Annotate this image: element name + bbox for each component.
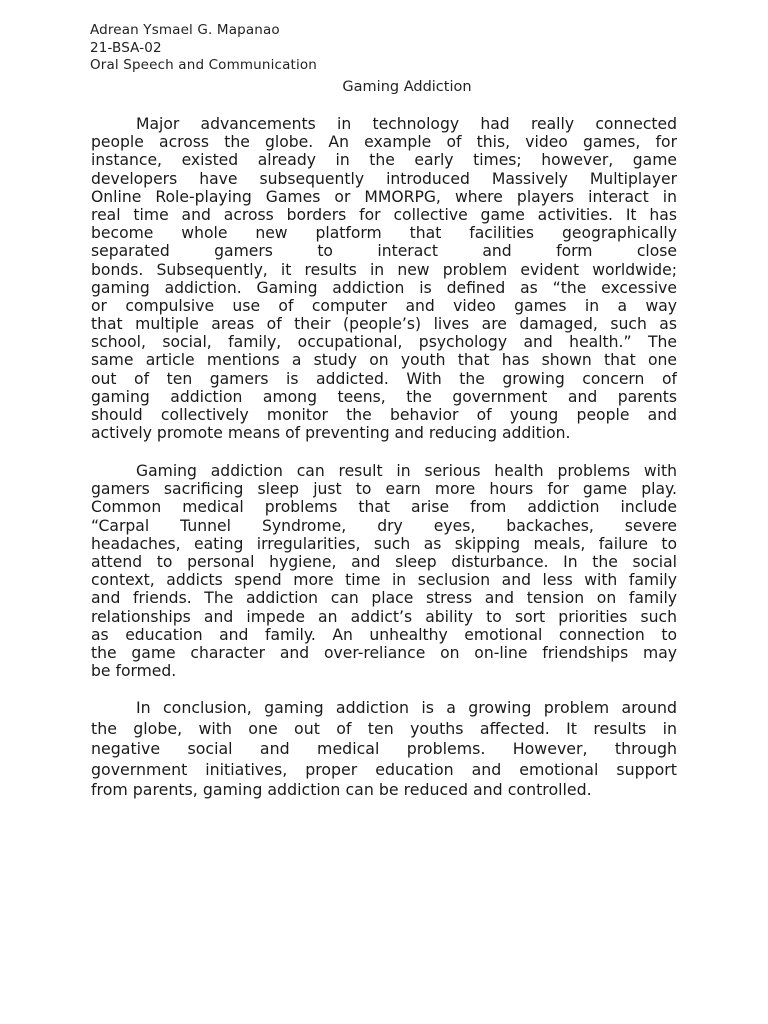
paragraph-line: Gaming addiction can result in serious health problems with bbox=[136, 462, 677, 480]
paragraph-line: headaches, eating irregularities, such as skipping meals, failure to bbox=[91, 534, 677, 553]
paragraph-line: the game character and over-reliance on on-line friendships may bbox=[91, 643, 677, 662]
paragraph-line: bonds. Subsequently, it results in new problem evident worldwide; bbox=[91, 260, 677, 279]
paragraph-1 bbox=[91, 115, 677, 442]
paragraph-line: developers have subsequently introduced Massively Multiplayer bbox=[91, 169, 677, 188]
paragraph-line: people across the globe. An example of this, video games, for bbox=[91, 133, 677, 152]
paragraph-line: gaming addiction among teens, the government and parents bbox=[91, 387, 677, 406]
paragraph-line: should collectively monitor the behavior of young people and bbox=[91, 406, 677, 424]
paragraph-line: or compulsive use of computer and video games in a way bbox=[91, 296, 677, 315]
paragraph-line: same article mentions a study on youth that has shown that one bbox=[91, 351, 677, 370]
paragraph-line: actively promote means of preventing and reducing addition. bbox=[91, 424, 571, 443]
paragraph-line: out of ten gamers is addicted. With the growing concern of bbox=[91, 369, 677, 388]
document-header bbox=[90, 22, 690, 75]
paragraph-line: school, social, family, occupational, psychology and health.” The bbox=[91, 333, 677, 352]
paragraph-line: separated gamers to interact and form close bbox=[91, 242, 677, 261]
paragraph-line: Common medical problems that arise from addiction include bbox=[91, 498, 677, 517]
paragraph-line: context, addicts spend more time in seclusion and less with family bbox=[91, 571, 677, 590]
paragraph-line: instance, existed already in the early times; however, game bbox=[91, 151, 677, 170]
paragraph-line: Online Role-playing Games or MMORPG, where players interact in bbox=[91, 187, 677, 206]
paragraph-line: “Carpal Tunnel Syndrome, dry eyes, backaches, severe bbox=[91, 516, 677, 535]
course-name: Oral Speech and Communication bbox=[90, 57, 317, 73]
paragraph-3 bbox=[91, 698, 677, 801]
paragraph-2 bbox=[91, 462, 677, 680]
paragraph-line: gaming addiction. Gaming addiction is defined as “the excessive bbox=[91, 278, 677, 297]
class-section: 21-BSA-02 bbox=[90, 39, 162, 56]
paragraph-line: as education and family. An unhealthy emotional connection to bbox=[91, 625, 677, 644]
paragraph-line: gamers sacrificing sleep just to earn more hours for game play. bbox=[91, 480, 677, 499]
paragraph-line: that multiple areas of their (people’s) lives are damaged, such as bbox=[91, 315, 677, 334]
paragraph-line: In conclusion, gaming addiction is a growing problem around bbox=[136, 698, 677, 717]
paragraph-line: relationships and impede an addict’s ability to sort priorities such bbox=[91, 607, 677, 626]
paragraph-line: attend to personal hygiene, and sleep disturbance. In the social bbox=[91, 552, 677, 571]
paragraph-line: negative social and medical problems. However, through bbox=[91, 739, 677, 759]
paragraph-line: the globe, with one out of ten youths affected. It results in bbox=[91, 718, 677, 738]
essay-title: Gaming Addiction bbox=[342, 79, 472, 95]
paragraph-line: real time and across borders for collective game activities. It has bbox=[91, 205, 677, 224]
paragraph-line: Major advancements in technology had really connected bbox=[136, 115, 677, 133]
paragraph-line: be formed. bbox=[91, 662, 177, 681]
paragraph-line: government initiatives, proper education and emotional support bbox=[91, 759, 677, 779]
paragraph-line: become whole new platform that facilities geographically bbox=[91, 224, 677, 243]
paragraph-line: from parents, gaming addiction can be reduced and controlled. bbox=[91, 780, 592, 800]
author-name: Adrean Ysmael G. Mapanao bbox=[90, 22, 280, 38]
paragraph-line: and friends. The addiction can place stress and tension on family bbox=[91, 589, 677, 608]
